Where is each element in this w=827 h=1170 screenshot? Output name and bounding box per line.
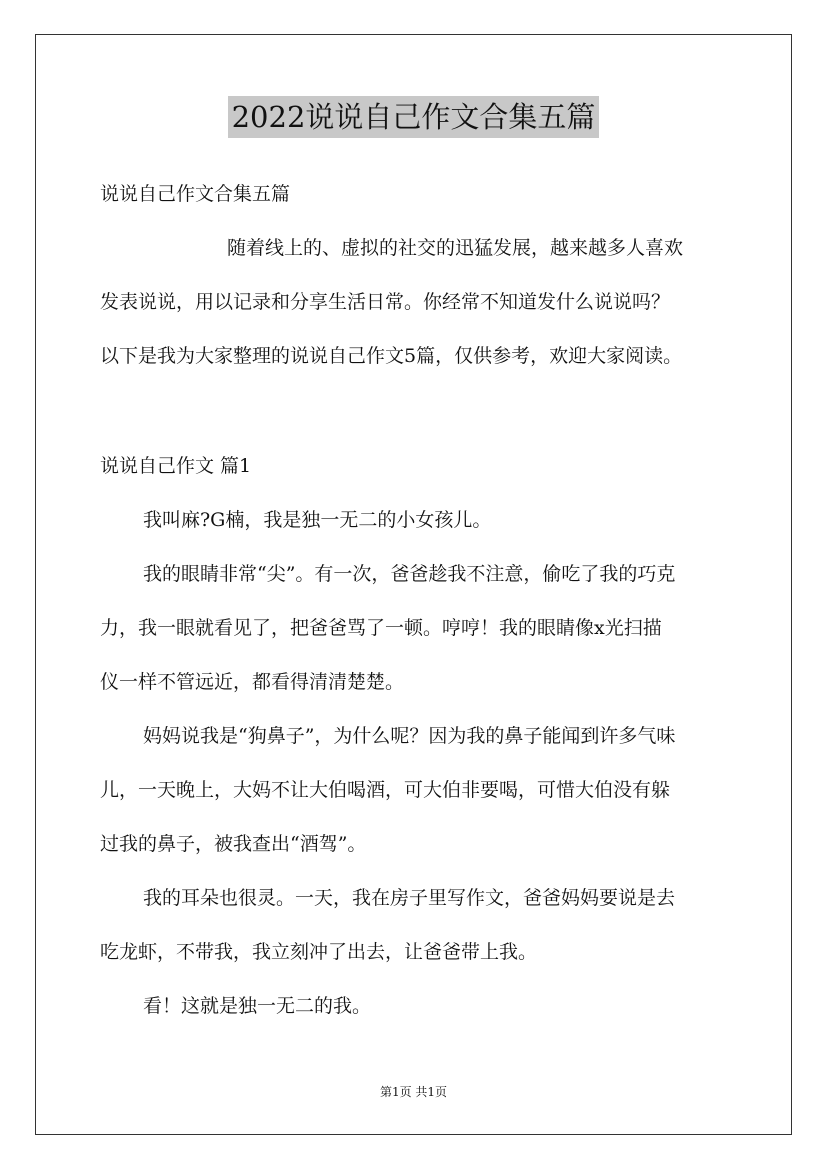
title-container [0, 96, 827, 138]
intro-line-1: 随着线上的、虚拟的社交的迅猛发展，越来越多人喜欢 [227, 237, 684, 259]
document-title: 2022说说自己作文合集五篇 [228, 96, 600, 138]
page-footer: 第1页 共1页 [379, 1085, 448, 1099]
paragraph-line: 我的眼睛非常“尖”。有一次，爸爸趁我不注意，偷吃了我的巧克 [143, 563, 676, 585]
paragraph-line: 仪一样不管远近，都看得清清楚楚。 [100, 671, 405, 693]
section-heading: 说说自己作文 篇1 [100, 455, 252, 477]
paragraph-line: 我叫麻?G楠，我是独一无二的小女孩儿。 [143, 509, 492, 531]
paragraph-line: 过我的鼻子，被我查出“酒驾”。 [100, 833, 367, 855]
intro-line-2: 发表说说，用以记录和分享生活日常。你经常不知道发什么说说吗？ [100, 291, 671, 313]
document-subtitle: 说说自己作文合集五篇 [100, 183, 291, 205]
paragraph-line: 看！这就是独一无二的我。 [143, 995, 372, 1017]
paragraph-line: 我的耳朵也很灵。一天，我在房子里写作文，爸爸妈妈要说是去 [143, 887, 676, 909]
paragraph-line: 吃龙虾，不带我，我立刻冲了出去，让爸爸带上我。 [100, 941, 538, 963]
intro-line-3: 以下是我为大家整理的说说自己作文5篇，仅供参考，欢迎大家阅读。 [100, 345, 683, 367]
paragraph-line: 力，我一眼就看见了，把爸爸骂了一顿。哼哼！我的眼睛像x光扫描 [100, 617, 662, 639]
paragraph-line: 妈妈说我是“狗鼻子”，为什么呢？因为我的鼻子能闻到许多气味 [143, 725, 676, 747]
paragraph-line: 儿，一天晚上，大妈不让大伯喝酒，可大伯非要喝，可惜大伯没有躲 [100, 779, 671, 801]
